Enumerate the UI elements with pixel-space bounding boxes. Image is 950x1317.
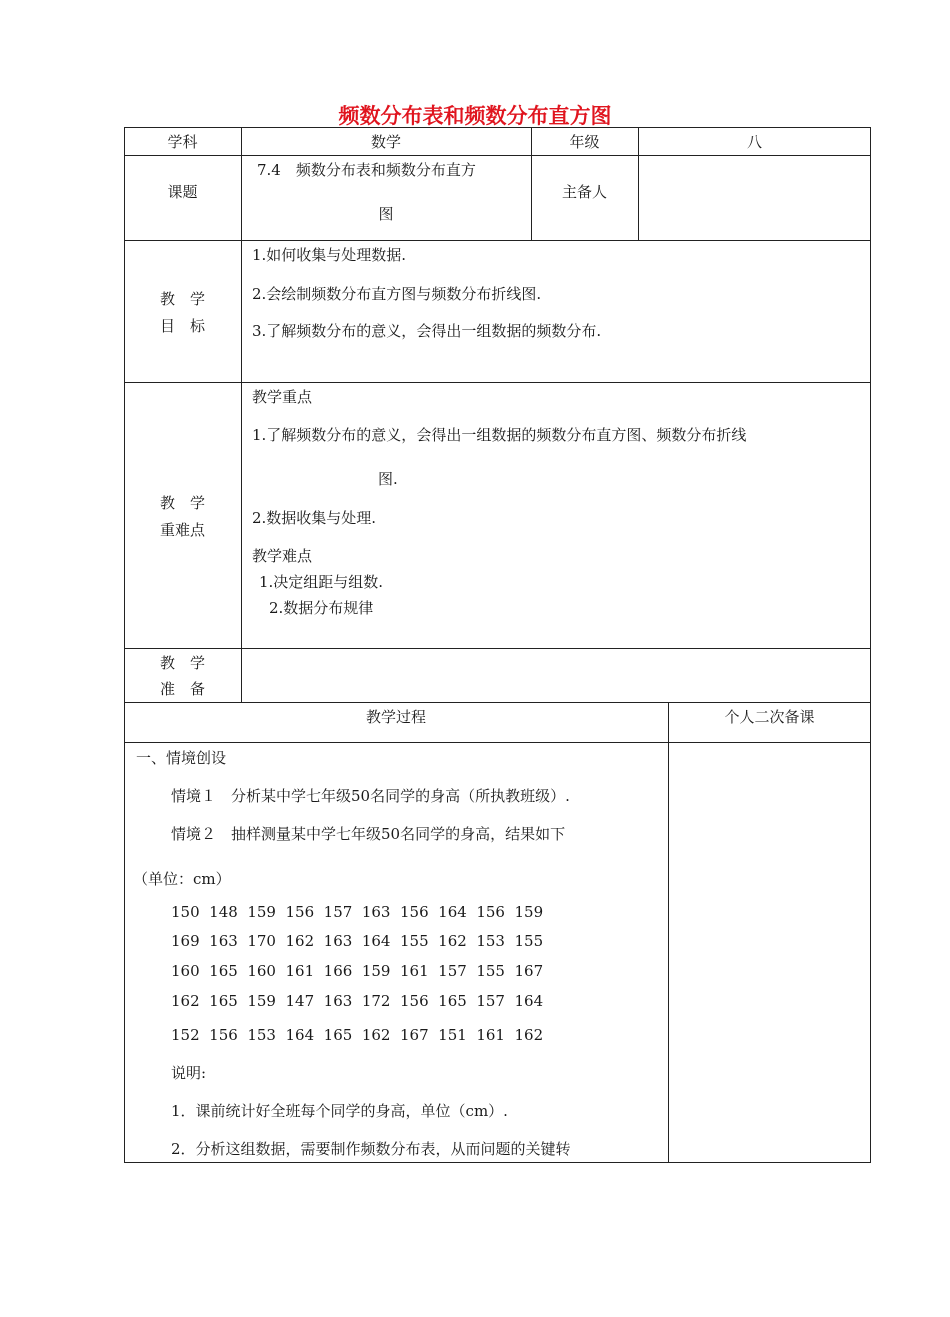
note-item: 1．课前统计好全班每个同学的身高，单位（cm）.	[171, 1102, 508, 1120]
scenario-2: 情境２ 抽样测量某中学七年级50名同学的身高，结果如下	[171, 825, 566, 843]
difficulty-item: 2.数据分布规律	[269, 599, 374, 617]
grade-value: 八	[746, 133, 762, 151]
focus-item: 2.数据收集与处理.	[252, 509, 377, 527]
objective-item: 1.如何收集与处理数据.	[252, 246, 407, 264]
section-title: 一、情境创设	[136, 749, 227, 767]
height-data-row: 160 165 160 161 166 159 161 157 155 167	[171, 962, 544, 980]
grade-label: 年级	[569, 133, 600, 151]
height-data-row: 162 165 159 147 163 172 156 165 157 164	[171, 992, 544, 1010]
process-heading: 教学过程	[365, 708, 426, 726]
row-divider	[124, 155, 871, 156]
lesson-topic: 7.4 频数分布表和频数分布直方	[257, 161, 476, 179]
preparation-label: 教 学	[159, 654, 205, 672]
note-item: 2．分析这组数据，需要制作频数分布表，从而问题的关键转	[171, 1140, 571, 1158]
column-divider	[668, 702, 669, 1163]
focus-heading: 教学重点	[252, 388, 313, 406]
difficulty-heading: 教学难点	[252, 547, 313, 565]
objectives-label-second: 目 标	[159, 317, 205, 335]
difficulty-item: 1.决定组距与组数.	[259, 573, 384, 591]
height-data-row: 150 148 159 156 157 163 156 164 156 159	[171, 903, 544, 921]
objective-item: 3.了解频数分布的意义，会得出一组数据的频数分布.	[252, 322, 602, 340]
lesson-label: 课题	[167, 183, 198, 201]
preparer-label: 主备人	[561, 183, 607, 201]
row-divider	[124, 382, 871, 383]
height-data-row: 169 163 170 162 163 164 155 162 153 155	[171, 932, 544, 950]
objectives-label: 教 学	[159, 290, 205, 308]
row-divider	[124, 742, 871, 743]
subject-label: 学科	[167, 133, 198, 151]
document-title: 频数分布表和频数分布直方图	[338, 104, 612, 128]
key-points-label-second: 重难点	[159, 521, 205, 539]
subject-value: 数学	[370, 133, 401, 151]
focus-item: 1.了解频数分布的意义，会得出一组数据的频数分布直方图、频数分布折线	[252, 426, 747, 444]
note-heading: 说明:	[171, 1064, 207, 1082]
row-divider	[124, 240, 871, 241]
second-prep-heading: 个人二次备课	[724, 708, 815, 726]
lesson-topic-continued: 图	[378, 205, 394, 223]
objective-item: 2.会绘制频数分布直方图与频数分布折线图.	[252, 285, 542, 303]
focus-item-continued: 图.	[378, 470, 398, 488]
scenario-1: 情境１ 分析某中学七年级50名同学的身高（所执教班级）.	[171, 787, 570, 805]
row-divider	[124, 648, 871, 649]
height-data-row: 152 156 153 164 165 162 167 151 161 162	[171, 1026, 544, 1044]
key-points-label: 教 学	[159, 494, 205, 512]
row-divider	[124, 702, 871, 703]
preparation-label-second: 准 备	[159, 680, 205, 698]
scenario-2-unit: （单位：cm）	[133, 870, 231, 888]
